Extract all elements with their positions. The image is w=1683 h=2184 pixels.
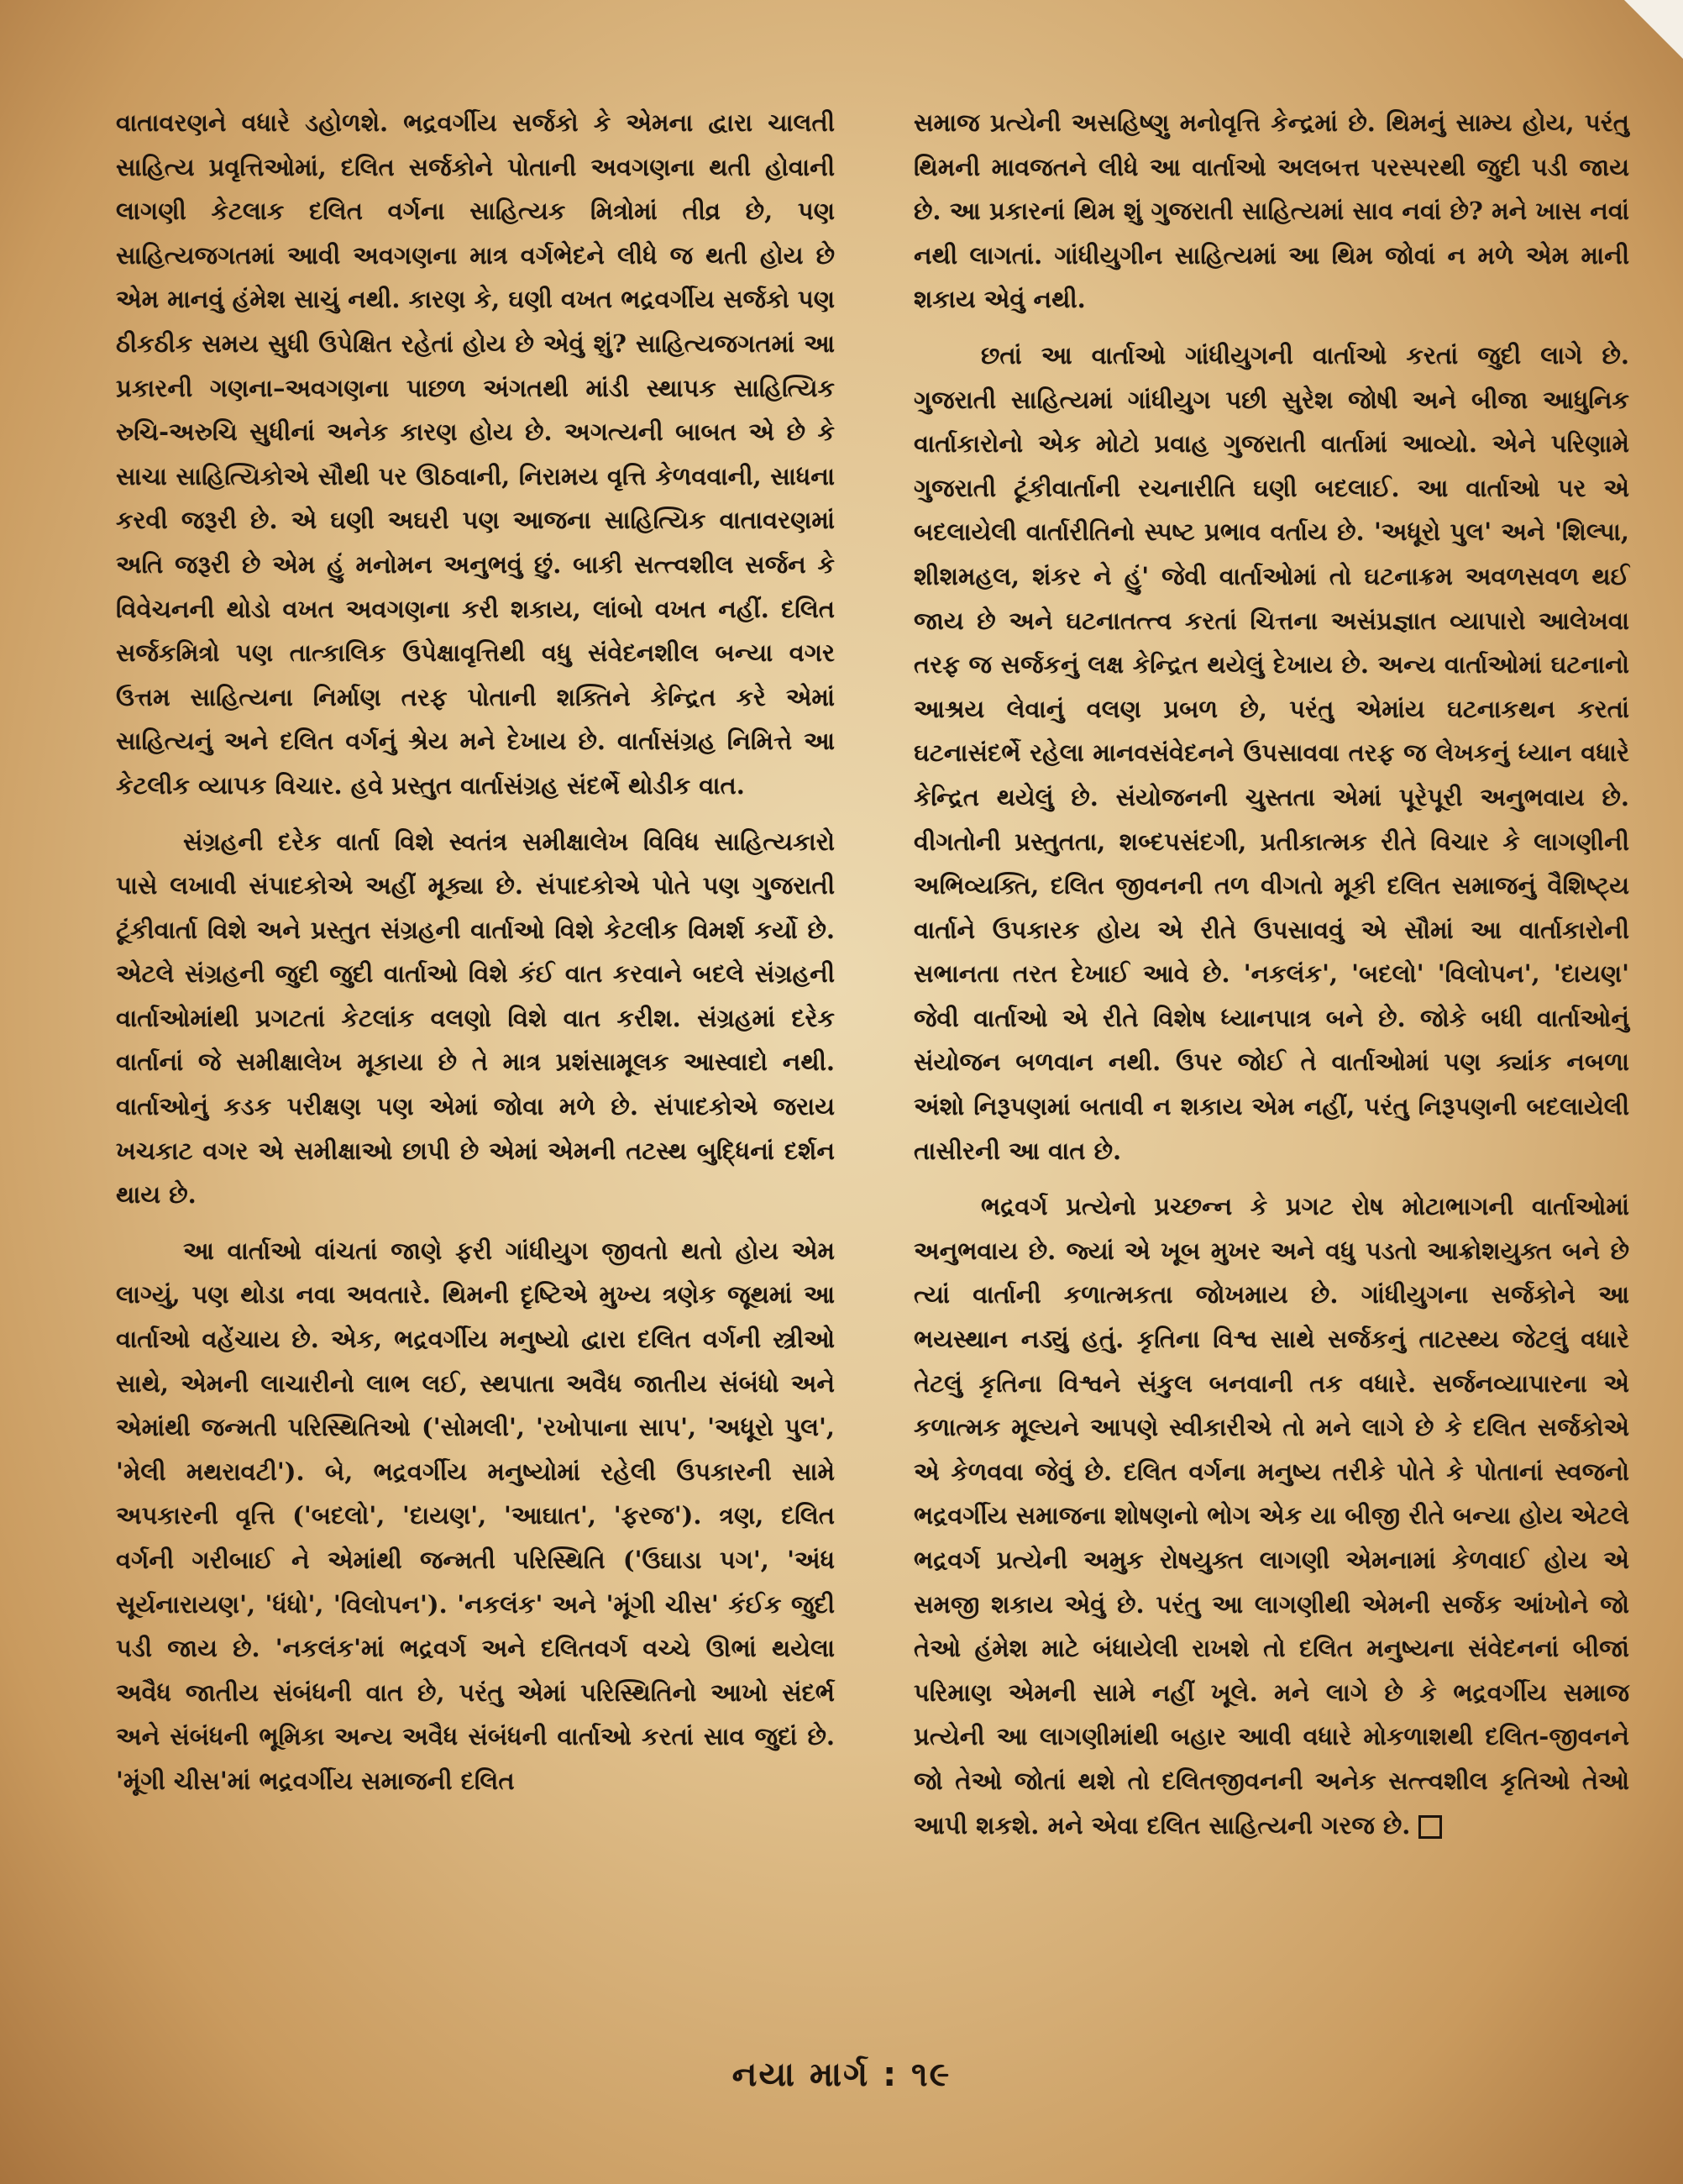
right-paragraph-3-wrapper <box>914 1184 1629 1847</box>
right-paragraph-3: ભદ્રવર્ગ પ્રત્યેનો પ્રચ્છન્ન કે પ્રગટ રોષ મોટાભાગની વાર્તાઓમાં અનુભવાય છે. જ્યાં એ ખૂબ મુખર અને વધુ પડતો આક્રોશયુક્ત બને છે ત્યાં વાર્તાની કળાત્મકતા જોખમાય છે. ગાંધીયુગના સર્જકોને આ ભયસ્થાન નડ્યું હતું. કૃતિના વિશ્વ સાથે સર્જકનું તાટસ્થ્ય જેટલું વધારે તેટલું કૃતિના વિશ્વને સંકુલ બનવાની તક વધારે. સર્જનવ્યાપારના એ કળાત્મક મૂલ્યને આપણે સ્વીકારીએ તો મને લાગે છે કે દલિત સર્જકોએ એ કેળવવા જેવું છે. દલિત વર્ગના મનુષ્ય તરીકે પોતે કે પોતાનાં સ્વજનો ભદ્રવર્ગીય સમાજના શોષણનો ભોગ એક યા બીજી રીતે બન્યા હોય એટલે ભદ્રવર્ગ પ્રત્યેની અમુક રોષયુક્ત લાગણી એમનામાં કેળવાઈ હોય એ સમજી શકાય એવું છે. પરંતુ આ લાગણીથી એમની સર્જક આંખોને જો તેઓ હંમેશ માટે બંધાયેલી રાખશે તો દલિત મનુષ્યના સંવેદનનાં બીજાં પરિમાણ એમની સામે નહીં ખૂલે. મને લાગે છે કે ભદ્રવર્ગીય સમાજ પ્રત્યેની આ લાગણીમાંથી બહાર આવી વધારે મોકળાશથી દલિત-જીવનને જો તેઓ જોતાં થશે તો દલિતજીવનની અનેક સત્ત્વશીલ કૃતિઓ તેઓ આપી શકશે. મને એવા દલિત સાહિત્યની ગરજ છે. <box>914 1192 1629 1840</box>
left-paragraph-3: આ વાર્તાઓ વાંચતાં જાણે ફરી ગાંધીયુગ જીવતો થતો હોય એમ લાગ્યું, પણ થોડા નવા અવતારે. થિમની દૃષ્ટિએ મુખ્ય ત્રણેક જૂથમાં આ વાર્તાઓ વહેંચાય છે. એક, ભદ્રવર્ગીય મનુષ્યો દ્વારા દલિત વર્ગની સ્ત્રીઓ સાથે, એમની લાચારીનો લાભ લઈ, સ્થપાતા અવૈધ જાતીય સંબંધો અને એમાંથી જન્મતી પરિસ્થિતિઓ ('સોમલી', 'રખોપાના સાપ', 'અધૂરો પુલ', 'મેલી મથરાવટી'). બે, ભદ્રવર્ગીય મનુષ્યોમાં રહેલી ઉપકારની સામે અપકારની વૃત્તિ ('બદલો', 'દાયણ', 'આઘાત', 'ફરજ'). ત્રણ, દલિત વર્ગની ગરીબાઈ ને એમાંથી જન્મતી પરિસ્થિતિ ('ઉઘાડા પગ', 'અંધ સૂર્યનારાયણ', 'ધંધો', 'વિલોપન'). 'નકલંક' અને 'મૂંગી ચીસ' કંઈક જુદી પડી જાય છે. 'નકલંક'માં ભદ્રવર્ગ અને દલિતવર્ગ વચ્ચે ઊભાં થયેલા અવૈધ જાતીય સંબંધની વાત છે, પરંતુ એમાં પરિસ્થિતિનો આખો સંદર્ભ અને સંબંધની ભૂમિકા અન્ય અવૈધ સંબંધની વાર્તાઓ કરતાં સાવ જુદાં છે. 'મૂંગી ચીસ'માં ભદ્રવર્ગીય સમાજની દલિત <box>116 1236 835 1795</box>
torn-corner <box>1624 0 1683 59</box>
left-paragraph-1: વાતાવરણને વધારે ડહોળશે. ભદ્રવર્ગીય સર્જકો કે એમના દ્વારા ચાલતી સાહિત્ય પ્રવૃત્તિઓમાં, દલિત સર્જકોને પોતાની અવગણના થતી હોવાની લાગણી કેટલાક દલિત વર્ગના સાહિત્યક મિત્રોમાં તીવ્ર છે, પણ સાહિત્યજગતમાં આવી અવગણના માત્ર વર્ગભેદને લીધે જ થતી હોય છે એમ માનવું હંમેશ સાચું નથી. કારણ કે, ઘણી વખત ભદ્રવર્ગીય સર્જકો પણ ઠીકઠીક સમય સુધી ઉપેક્ષિત રહેતાં હોય છે એવું શું? સાહિત્યજગતમાં આ પ્રકારની ગણના–અવગણના પાછળ અંગતથી માંડી સ્થાપક સાહિત્યિક રુચિ-અરુચિ સુધીનાં અનેક કારણ હોય છે. અગત્યની બાબત એ છે કે સાચા સાહિત્યિકોએ સૌથી પર ઊઠવાની, નિરામય વૃત્તિ કેળવવાની, સાધના કરવી જરૂરી છે. એ ઘણી અઘરી પણ આજના સાહિત્યિક વાતાવરણમાં અતિ જરૂરી છે એમ હું મનોમન અનુભવું છું. બાકી સત્ત્વશીલ સર્જન કે વિવેચનની થોડો વખત અવગણના કરી શકાય, લાંબો વખત નહીં. દલિત સર્જકમિત્રો પણ તાત્કાલિક ઉપેક્ષાવૃત્તિથી વધુ સંવેદનશીલ બન્યા વગર ઉત્તમ સાહિત્યના નિર્માણ તરફ પોતાની શક્તિને કેન્દ્રિત કરે એમાં સાહિત્યનું અને દલિત વર્ગનું શ્રેય મને દેખાય છે. વાર્તાસંગ્રહ નિમિત્તે આ કેટલીક વ્યાપક વિચાર. હવે પ્રસ્તુત વાર્તાસંગ્રહ સંદર્ભે થોડીક વાત. <box>116 108 835 800</box>
right-column <box>914 101 1629 1847</box>
right-paragraph-2: છતાં આ વાર્તાઓ ગાંધીયુગની વાર્તાઓ કરતાં જુદી લાગે છે. ગુજરાતી સાહિત્યમાં ગાંધીયુગ પછી સુરેશ જોષી અને બીજા આધુનિક વાર્તાકારોનો એક મોટો પ્રવાહ ગુજરાતી વાર્તામાં આવ્યો. એને પરિણામે ગુજરાતી ટૂંકીવાર્તાની રચનારીતિ ઘણી બદલાઈ. આ વાર્તાઓ પર એ બદલાયેલી વાર્તારીતિનો સ્પષ્ટ પ્રભાવ વર્તાય છે. 'અધૂરો પુલ' અને 'શિલ્પા, શીશમહલ, શંકર ને હું' જેવી વાર્તાઓમાં તો ઘટનાક્રમ અવળસવળ થઈ જાય છે અને ઘટનાતત્ત્વ કરતાં ચિત્તના અસંપ્રજ્ઞાત વ્યાપારો આલેખવા તરફ જ સર્જકનું લક્ષ કેન્દ્રિત થયેલું દેખાય છે. અન્ય વાર્તાઓમાં ઘટનાનો આશ્રય લેવાનું વલણ પ્રબળ છે, પરંતુ એમાંય ઘટનાકથન કરતાં ઘટનાસંદર્ભે રહેલા માનવસંવેદનને ઉપસાવવા તરફ જ લેખકનું ધ્યાન વધારે કેન્દ્રિત થયેલું છે. સંયોજનની ચુસ્તતા એમાં પૂરેપૂરી અનુભવાય છે. વીગતોની પ્રસ્તુતતા, શબ્દપસંદગી, પ્રતીકાત્મક રીતે વિચાર કે લાગણીની અભિવ્યક્તિ, દલિત જીવનની તળ વીગતો મૂકી દલિત સમાજનું વૈશિષ્ટ્ય વાર્તાને ઉપકારક હોય એ રીતે ઉપસાવવું એ સૌમાં આ વાર્તાકારોની સભાનતા તરત દેખાઈ આવે છે. 'નકલંક', 'બદલો' 'વિલોપન', 'દાયણ' જેવી વાર્તાઓ એ રીતે વિશેષ ધ્યાનપાત્ર બને છે. જોકે બધી વાર્તાઓનું સંયોજન બળવાન નથી. ઉપર જોઈ તે વાર્તાઓમાં પણ ક્યાંક નબળા અંશો નિરૂપણમાં બતાવી ન શકાય એમ નહીં, પરંતુ નિરૂપણની બદલાયેલી તાસીરની આ વાત છે. <box>914 340 1629 1165</box>
page-footer: નયા માર્ગ : ૧૯ <box>731 2055 952 2094</box>
right-paragraph-1: સમાજ પ્રત્યેની અસહિષ્ણુ મનોવૃત્તિ કેન્દ્રમાં છે. થિમનું સામ્ય હોય, પરંતુ થિમની માવજતને લીધે આ વાર્તાઓ અલબત્ત પરસ્પરથી જુદી પડી જાય છે. આ પ્રકારનાં થિમ શું ગુજરાતી સાહિત્યમાં સાવ નવાં છે? મને ખાસ નવાં નથી લાગતાં. ગાંધીયુગીન સાહિત્યમાં આ થિમ જોવાં ન મળે એમ માની શકાય એવું નથી. <box>914 108 1629 314</box>
left-column <box>116 101 835 1803</box>
end-of-article-icon <box>1418 1815 1442 1839</box>
left-paragraph-2: સંગ્રહની દરેક વાર્તા વિશે સ્વતંત્ર સમીક્ષાલેખ વિવિધ સાહિત્યકારો પાસે લખાવી સંપાદકોએ અહીં મૂક્યા છે. સંપાદકોએ પોતે પણ ગુજરાતી ટૂંકીવાર્તા વિશે અને પ્રસ્તુત સંગ્રહની વાર્તાઓ વિશે કેટલીક વિમર્શ કર્યો છે. એટલે સંગ્રહની જુદી જુદી વાર્તાઓ વિશે કંઈ વાત કરવાને બદલે સંગ્રહની વાર્તાઓમાંથી પ્રગટતાં કેટલાંક વલણો વિશે વાત કરીશ. સંગ્રહમાં દરેક વાર્તાનાં જે સમીક્ષાલેખ મૂકાયા છે તે માત્ર પ્રશંસામૂલક આસ્વાદો નથી. વાર્તાઓનું કડક પરીક્ષણ પણ એમાં જોવા મળે છે. સંપાદકોએ જરાય ખચકાટ વગર એ સમીક્ષાઓ છાપી છે એમાં એમની તટસ્થ બુદ્ધિનાં દર્શન થાય છે. <box>116 827 835 1210</box>
